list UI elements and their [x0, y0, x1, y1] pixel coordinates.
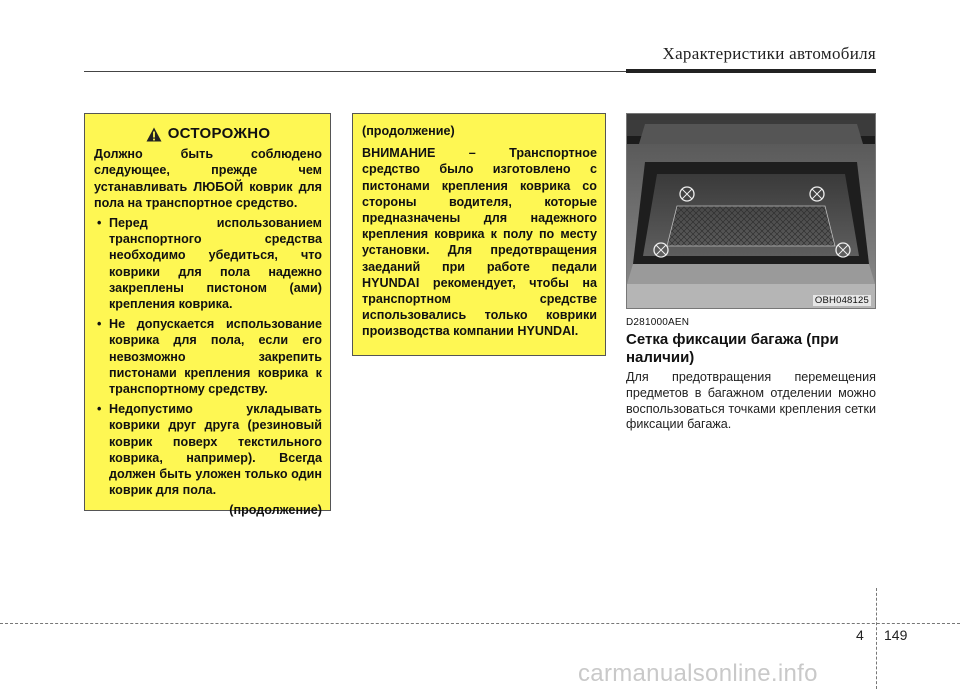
header-rule-accent [626, 69, 876, 73]
figure-caption: OBH048125 [814, 295, 869, 306]
continued-label: (продолжение) [362, 124, 455, 138]
section-body: Для предотвращения перемещения предметов в багажном отделении можно воспользоваться точками крепления сетки фиксации багажа. [626, 370, 876, 432]
trunk-illustration [627, 114, 875, 308]
caution-item: • Недопустимо укладывать коврики друг друга (резиновый коврик поверх текстильного коврика, например). Всегда должен быть уложен только один коврик для пола. [94, 401, 322, 498]
footer-rule [0, 623, 960, 624]
caution-list [94, 215, 322, 498]
chapter-number: 4 [856, 627, 864, 643]
running-header: Характеристики автомобиля [662, 44, 876, 63]
caution-box [84, 113, 331, 518]
caution-box-continued [352, 113, 606, 356]
page-number: 149 [884, 627, 908, 643]
caution-title: ОСТОРОЖНО [167, 125, 271, 142]
trunk-photo [626, 113, 876, 309]
caution-intro: Должно быть соблюдено следующее, прежде чем устанавливать ЛЮБОЙ коврик для пола на транспортное средство. [94, 147, 322, 210]
watermark: carmanualsonline.info [578, 660, 818, 687]
caution-item: • Перед использованием транспортного средства необходимо убедиться, что коврики для пола надежно закреплены пистоном (ами) крепления коврика. [94, 215, 322, 312]
section-title: Сетка фиксации багажа (при наличии) [626, 331, 839, 366]
caution-continued-text: ВНИМАНИЕ – Транспортное средство было изготовлено с пистонами крепления коврика со стороны водителя, которые предназначены для надежного крепления коврика к полу по месту установки. Для предотвращения заеданий при работе педали HYUNDAI рекомендует, чтобы на транспортном средстве использовались только коврики производства компании HYUNDAI. [362, 146, 597, 339]
warning-triangle-icon [146, 127, 162, 142]
footer-divider [876, 588, 877, 689]
section-code: D281000AEN [626, 317, 690, 328]
caution-item: • Не допускается использование коврика для пола, если его невозможно закрепить пистонами крепления коврика к транспортному средству. [94, 316, 322, 397]
continued-label: (продолжение) [229, 503, 322, 518]
caution-heading [94, 126, 322, 142]
